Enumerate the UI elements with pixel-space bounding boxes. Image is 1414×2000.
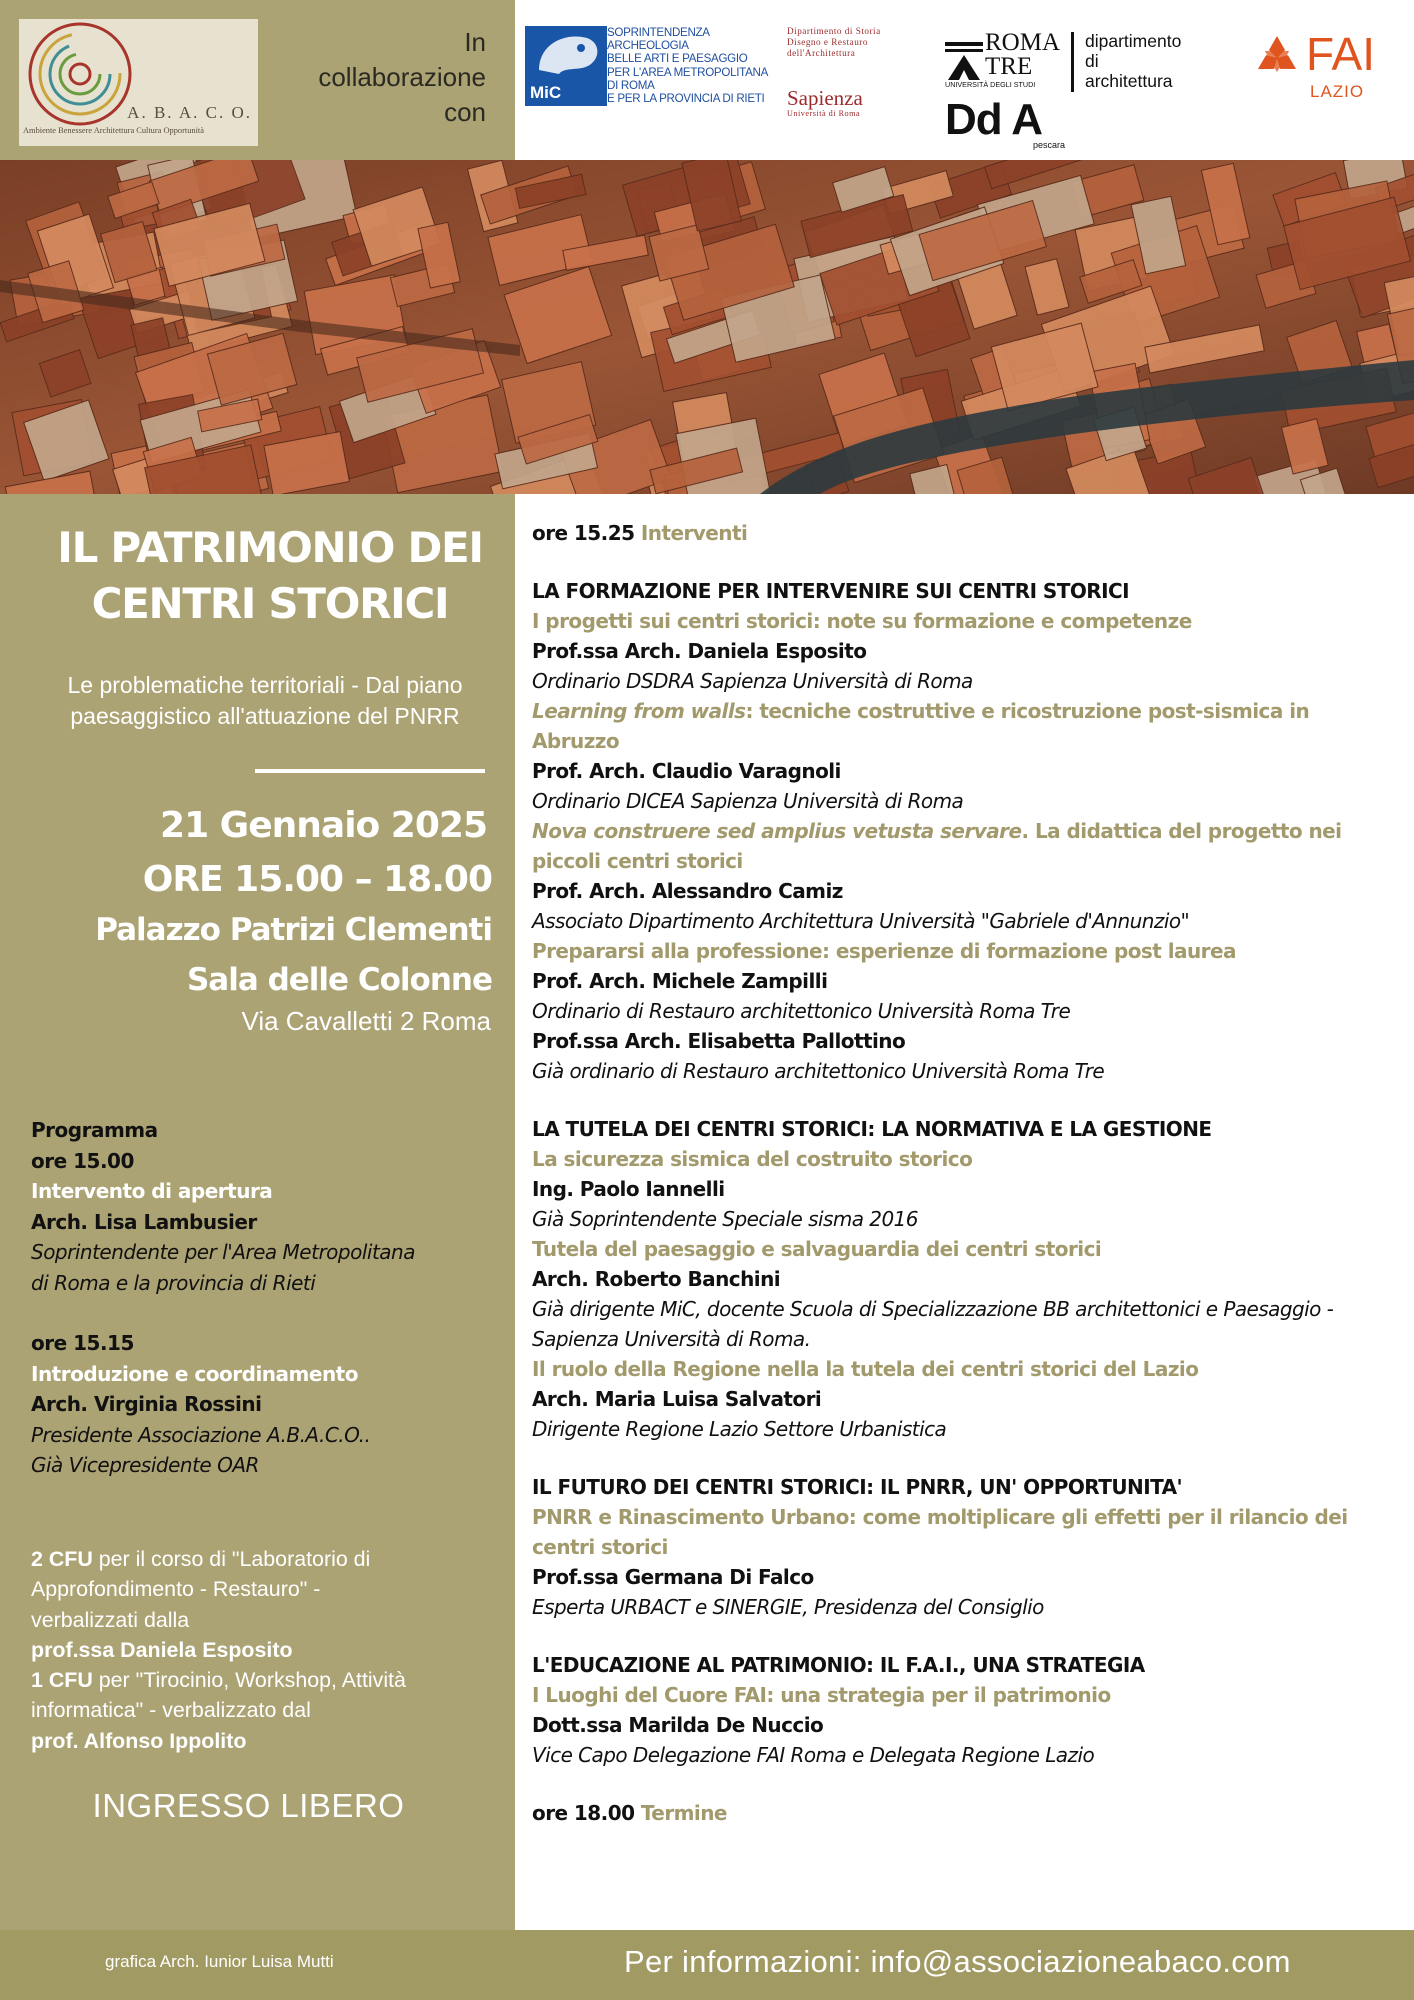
- cfu-info: [31, 1544, 501, 1756]
- event-subtitle-line: Le problematiche territoriali - Dal piano: [67, 672, 463, 698]
- cfu1-text: per il corso di "Laboratorio di: [92, 1547, 371, 1571]
- event-address: Via Cavalletti 2 Roma: [241, 1006, 491, 1036]
- cfu1-professor: [31, 1635, 501, 1665]
- talk-topic-italic: Learning from walls: [532, 699, 746, 723]
- title-divider: [255, 769, 485, 773]
- opening-time: ore 15.00: [31, 1148, 134, 1173]
- speaker-name: Prof. Arch. Michele Zampilli: [532, 969, 828, 993]
- talk-topic: [532, 1502, 1402, 1562]
- section-title: L'EDUCAZIONE AL PATRIMONIO: IL F.A.I., UNA STRATEGIA: [532, 1653, 1145, 1677]
- talk-topic: [532, 1354, 1402, 1384]
- section-title: LA FORMAZIONE PER INTERVENIRE SUI CENTRI STORICI: [532, 579, 1130, 603]
- talk-topic-text: La sicurezza sismica del costruito storico: [532, 1147, 973, 1171]
- fai-sub: LAZIO: [1310, 82, 1365, 101]
- program-section: [532, 1114, 1402, 1444]
- section-title: LA TUTELA DEI CENTRI STORICI: LA NORMATIVA E LA GESTIONE: [532, 1117, 1212, 1141]
- event-subtitle: [20, 670, 510, 732]
- cfu2-professor: [31, 1726, 501, 1756]
- cfu1-prof-name: prof.ssa Daniela Esposito: [31, 1637, 293, 1662]
- cfu-line: Approfondimento - Restauro" -: [31, 1577, 321, 1602]
- talk-topic: [532, 606, 1402, 636]
- cfu-line: [31, 1544, 501, 1574]
- speaker-role: Già ordinario di Restauro architettonico Università Roma Tre: [532, 1059, 1105, 1083]
- cfu-line: informatica" - verbalizzato dal: [31, 1698, 311, 1723]
- talk-topic-text: Il ruolo della Regione nella la tutela dei centri storici del Lazio: [532, 1357, 1199, 1381]
- mic-text: [607, 26, 777, 105]
- mic-text-line: SOPRINTENDENZA ARCHEOLOGIA: [607, 26, 710, 53]
- program-section: [532, 1650, 1402, 1770]
- dda-sub: pescara: [1033, 140, 1066, 150]
- talk-topic-text: . La didattica del progetto nei piccoli centri storici: [532, 819, 1342, 873]
- speaker-role: Già Soprintendente Speciale sisma 2016: [532, 1207, 918, 1231]
- aerial-city-photo: [0, 160, 1414, 494]
- abaco-spiral-icon: [25, 19, 135, 129]
- speaker-role: Già dirigente MiC, docente Scuola di Specializzazione BB architettonici e Paesaggio - Sapienza Università di Roma.: [532, 1297, 1334, 1351]
- talk-topic: [532, 816, 1402, 876]
- footer: [0, 1930, 1414, 2000]
- section-title: IL FUTURO DEI CENTRI STORICI: IL PNRR, UN' OPPORTUNITA': [532, 1475, 1183, 1499]
- speaker-name: Prof. Arch. Alessandro Camiz: [532, 879, 843, 903]
- cfu2-prof-name: prof. Alfonso Ippolito: [31, 1728, 247, 1753]
- program-heading: Programma: [31, 1118, 158, 1142]
- speaker-role: Esperta URBACT e SINERGIE, Presidenza del Consiglio: [532, 1595, 1044, 1619]
- mic-label: MiC: [530, 83, 562, 102]
- talk-topic-italic: Nova construere sed amplius vetusta servare: [532, 819, 1022, 843]
- speaker-name: Prof.ssa Arch. Daniela Esposito: [532, 639, 867, 663]
- speaker-name: Prof.ssa Germana Di Falco: [532, 1565, 814, 1589]
- speaker-role: Ordinario DSDRA Sapienza Università di Roma: [532, 669, 973, 693]
- opening-role: di Roma e la provincia di Rieti: [31, 1270, 316, 1295]
- talk-topic: [532, 696, 1402, 756]
- talk-topic-text: Tutela del paesaggio e salvaguardia dei centri storici: [532, 1237, 1102, 1261]
- header: [0, 0, 1414, 160]
- romatre-tre: TRE: [985, 53, 1033, 80]
- fai-logo: [1252, 30, 1392, 110]
- contact-info: Per informazioni: info@associazioneabaco.com: [624, 1944, 1291, 1979]
- opening-role: Soprintendente per l'Area Metropolitana: [31, 1240, 415, 1264]
- fai-flower-icon: [1252, 30, 1302, 84]
- event-venue: Palazzo Patrizi Clementi: [95, 912, 492, 948]
- speaker-name: Prof. Arch. Claudio Varagnoli: [532, 759, 841, 783]
- romatre-divider: [1071, 32, 1074, 92]
- romatre-roma: ROMA: [985, 29, 1061, 56]
- sapienza-dept-line: dell'Architettura: [787, 48, 856, 59]
- sapienza-dept-line: Dipartimento di Storia: [787, 26, 881, 36]
- intro-speaker: Arch. Virginia Rossini: [31, 1392, 262, 1416]
- talk-topic: [532, 936, 1402, 966]
- left-info-panel: [0, 494, 515, 1930]
- dda-logo: [945, 95, 1066, 150]
- collaboration-text: [268, 25, 486, 130]
- graphic-credits: grafica Arch. Iunior Luisa Mutti: [105, 1952, 334, 1971]
- cfu2-amount: 1 CFU: [31, 1668, 93, 1693]
- speaker-role: Associato Dipartimento Architettura Università "Gabriele d'Annunzio": [532, 909, 1190, 933]
- header-left-panel: [0, 0, 515, 160]
- speaker-name: Prof.ssa Arch. Elisabetta Pallottino: [532, 1029, 906, 1053]
- speaker-name: Arch. Roberto Banchini: [532, 1267, 781, 1291]
- romatre-dept-line: dipartimento: [1085, 31, 1182, 51]
- free-entry: INGRESSO LIBERO: [92, 1787, 405, 1824]
- talk-topic-text: Prepararsi alla professione: esperienze di formazione post laurea: [532, 939, 1236, 963]
- fai-text: FAI: [1306, 28, 1376, 80]
- event-title: [20, 520, 520, 632]
- romatre-dept-line: di: [1085, 51, 1099, 71]
- event-subtitle-line: paesaggistico all'attuazione del PNRR: [70, 703, 460, 729]
- opening-speaker: Arch. Lisa Lambusier: [31, 1209, 257, 1234]
- start-time: ore 15.25: [532, 521, 635, 545]
- mic-text-line: E PER LA PROVINCIA DI RIETI: [607, 92, 765, 106]
- speaker-name: Arch. Maria Luisa Salvatori: [532, 1387, 822, 1411]
- program-panel: [515, 494, 1414, 1930]
- end-time-row: [532, 1798, 1402, 1828]
- start-time-row: [532, 518, 1402, 548]
- intro-role: Già Vicepresidente OAR: [31, 1453, 259, 1477]
- speaker-role: Ordinario di Restauro architettonico Università Roma Tre: [532, 999, 1071, 1023]
- talk-topic: [532, 1234, 1402, 1264]
- cfu-line: verbalizzati dalla: [31, 1607, 190, 1632]
- intro-time: ore 15.15: [31, 1331, 134, 1355]
- event-title-line: CENTRI STORICI: [91, 579, 449, 628]
- program-list: [532, 518, 1402, 1828]
- abaco-tagline: Ambiente Benessere Architettura Cultura Opportunità: [23, 126, 204, 135]
- mic-emblem-icon: [525, 26, 607, 86]
- collab-line: In: [464, 27, 486, 57]
- mic-text-line: PER L'AREA METROPOLITANA DI ROMA: [607, 65, 768, 92]
- dda-text: Dd A: [945, 95, 1043, 144]
- speaker-role: Vice Capo Delegazione FAI Roma e Delegata Regione Lazio: [532, 1743, 1095, 1767]
- romatre-dept-line: architettura: [1085, 71, 1173, 91]
- start-label: Interventi: [640, 521, 748, 545]
- romatre-logo: [945, 29, 1061, 92]
- partner-logos: [515, 0, 1414, 160]
- talk-topic-text: I Luoghi del Cuore FAI: una strategia per il patrimonio: [532, 1683, 1111, 1707]
- end-label: Termine: [640, 1801, 727, 1825]
- talk-topic: [532, 1680, 1402, 1710]
- end-time: ore 18.00: [532, 1801, 635, 1825]
- program-section: [532, 576, 1402, 1086]
- romatre-department: [1085, 31, 1181, 91]
- speaker-role: Dirigente Regione Lazio Settore Urbanistica: [532, 1417, 947, 1441]
- program-section: [532, 1472, 1402, 1622]
- sapienza-sub: Università di Roma: [787, 109, 861, 118]
- intro-label: Introduzione e coordinamento: [31, 1361, 358, 1386]
- talk-topic-text: I progetti sui centri storici: note su formazione e competenze: [532, 609, 1192, 633]
- cfu-line: [31, 1665, 501, 1695]
- collab-line: collaborazione: [318, 62, 486, 92]
- rooftops-illustration: [0, 160, 1414, 494]
- talk-topic: [532, 1144, 1402, 1174]
- cfu1-amount: 2 CFU: [31, 1547, 93, 1571]
- speaker-name: Ing. Paolo Iannelli: [532, 1177, 725, 1201]
- romatre-emblem-icon: [945, 42, 983, 80]
- event-room: Sala delle Colonne: [186, 962, 492, 998]
- intro-role: Presidente Associazione A.B.A.C.O..: [31, 1422, 371, 1447]
- sapienza-name: Sapienza: [787, 86, 863, 110]
- sapienza-dept-line: Disegno e Restauro: [787, 37, 868, 48]
- sapienza-department: [787, 26, 937, 60]
- speaker-role: Ordinario DICEA Sapienza Università di Roma: [532, 789, 964, 813]
- collab-line: con: [444, 97, 486, 127]
- mic-logo: [525, 26, 607, 106]
- opening-label: Intervento di apertura: [31, 1179, 273, 1203]
- event-time: ORE 15.00 – 18.00: [142, 859, 492, 900]
- speaker-name: Dott.ssa Marilda De Nuccio: [532, 1713, 824, 1737]
- opening-program: [31, 1115, 501, 1481]
- program-sections: [532, 576, 1402, 1770]
- romatre-university: UNIVERSITÀ DEGLI STUDI: [945, 80, 1036, 89]
- abaco-logo: [19, 19, 258, 146]
- event-date: 21 Gennaio 2025: [160, 805, 487, 846]
- cfu2-text: per "Tirocinio, Workshop, Attività: [92, 1668, 406, 1693]
- talk-topic-text: PNRR e Rinascimento Urbano: come moltiplicare gli effetti per il rilancio dei centri storici: [532, 1505, 1348, 1559]
- talk-topic-text: : tecniche costruttive e ricostruzione post-sismica in Abruzzo: [532, 699, 1310, 753]
- mic-text-line: BELLE ARTI E PAESAGGIO: [607, 52, 748, 66]
- abaco-name: A. B. A. C. O.: [127, 103, 252, 122]
- event-title-line: IL PATRIMONIO DEI: [57, 523, 483, 572]
